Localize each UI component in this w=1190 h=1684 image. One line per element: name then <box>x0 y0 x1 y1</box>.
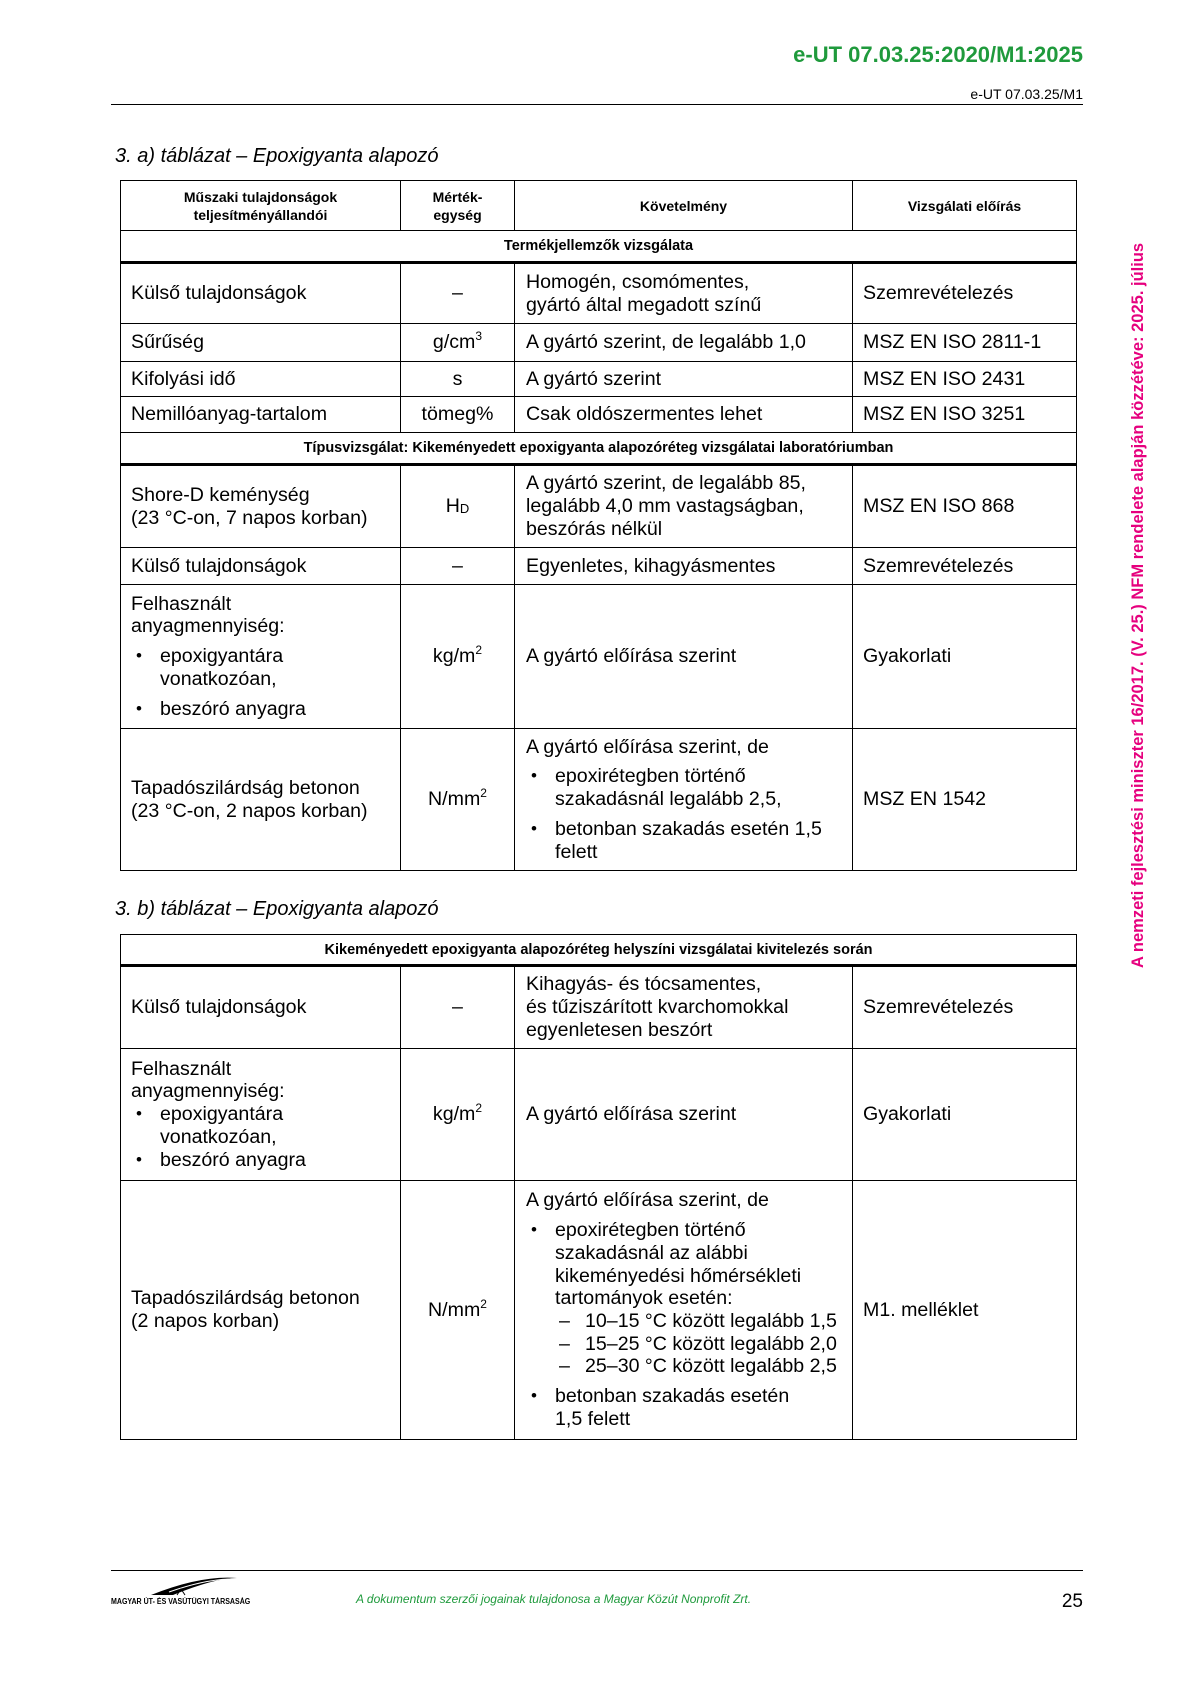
cell-test-method: MSZ EN ISO 2811-1 <box>853 324 1077 362</box>
cell-property <box>121 585 401 729</box>
cell-requirement: Homogén, csomómentes, gyártó által megadott színű <box>515 263 853 324</box>
cell-requirement <box>515 729 853 871</box>
cell-requirement: A gyártó szerint, de legalább 85, legalább 4,0 mm vastagságban, beszórás nélkül <box>515 465 853 548</box>
cell-test-method: Szemrevételezés <box>853 263 1077 324</box>
cell-test-method: Szemrevételezés <box>853 548 1077 585</box>
section-heading: Típusvizsgálat: Kikeményedett epoxigyanta alapozóréteg vizsgálatai laboratóriumban <box>121 433 1077 465</box>
cell-test-method: Gyakorlati <box>853 585 1077 729</box>
cell-property: Tapadószilárdság betonon (2 napos korban) <box>121 1181 401 1440</box>
table-a-title: 3. a) táblázat – Epoxigyanta alapozó <box>115 145 439 167</box>
header-rule <box>111 104 1083 105</box>
unit-superscript: 2 <box>480 1296 487 1311</box>
cell-unit <box>401 465 515 548</box>
bullet-item: • betonban szakadás esetén 1,5 felett <box>526 1385 849 1430</box>
bullet-item: • beszóró anyagra <box>131 1149 394 1172</box>
cell-unit: – <box>401 548 515 585</box>
unit-subscript: D <box>459 501 470 517</box>
requirement-text: A gyártó előírása szerint, de <box>526 1189 769 1212</box>
page-number: 25 <box>1061 1591 1083 1612</box>
table-3a <box>120 180 1077 871</box>
unit-base: N/mm <box>428 788 481 811</box>
bullet-item <box>526 1219 849 1378</box>
dash-item: – 25–30 °C között legalább 2,5 <box>555 1355 849 1378</box>
column-header-property: Műszaki tulajdonságok teljesítményállandói <box>121 181 401 231</box>
cell-requirement: A gyártó szerint, de legalább 1,0 <box>515 324 853 362</box>
unit-superscript: 2 <box>475 1101 483 1116</box>
cell-requirement: Csak oldószermentes lehet <box>515 397 853 433</box>
bullet-item: • betonban szakadás esetén 1,5 felett <box>526 818 849 863</box>
cell-property: Külső tulajdonságok <box>121 966 401 1049</box>
cell-unit: – <box>401 966 515 1049</box>
section-heading: Kikeményedett epoxigyanta alapozóréteg helyszíni vizsgálatai kivitelezés során <box>121 935 1077 966</box>
property-text: Felhasznált anyagmennyiség: <box>131 592 285 638</box>
bullet-item: • epoxigyantára vonatkozóan, <box>131 1103 394 1148</box>
cell-requirement <box>515 1181 853 1440</box>
organization-logo <box>111 1575 263 1609</box>
cell-test-method: MSZ EN ISO 3251 <box>853 397 1077 433</box>
cell-unit: tömeg% <box>401 397 515 433</box>
table-row <box>121 465 1077 548</box>
cell-test-method: M1. melléklet <box>853 1181 1077 1440</box>
bullet-text: • epoxirétegben történő szakadásnál az alábbi kikeményedési hőmérsékleti tartományok esetén: <box>555 1219 802 1310</box>
unit-superscript: 3 <box>475 329 483 344</box>
logo-swoosh-icon <box>111 1575 263 1597</box>
section-heading: Termékjellemzők vizsgálata <box>121 231 1077 263</box>
unit-superscript: 2 <box>480 786 487 801</box>
table-row <box>121 548 1077 585</box>
cell-requirement: Egyenletes, kihagyásmentes <box>515 548 853 585</box>
section-row <box>121 433 1077 465</box>
copyright-notice: A dokumentum szerzői jogainak tulajdonosa a Magyar Közút Nonprofit Zrt. <box>356 1592 752 1606</box>
section-row <box>121 935 1077 966</box>
table-row <box>121 324 1077 362</box>
table-row <box>121 966 1077 1049</box>
cell-test-method: MSZ EN ISO 2431 <box>853 362 1077 397</box>
cell-property: Nemillóanyag-tartalom <box>121 397 401 433</box>
table-row <box>121 585 1077 729</box>
cell-requirement: A gyártó szerint <box>515 362 853 397</box>
table-row <box>121 1181 1077 1440</box>
unit-base: H <box>445 495 460 518</box>
cell-requirement: Kihagyás- és tócsamentes, és tűziszárított kvarchomokkal egyenletesen beszórt <box>515 966 853 1049</box>
cell-unit <box>401 324 515 362</box>
column-header-requirement: Követelmény <box>515 181 853 231</box>
table-row <box>121 729 1077 871</box>
cell-unit: s <box>401 362 515 397</box>
unit-superscript: 2 <box>475 643 483 658</box>
document-code: e-UT 07.03.25:2020/M1:2025 <box>793 42 1083 67</box>
cell-test-method: Szemrevételezés <box>853 966 1077 1049</box>
unit-base: kg/m <box>432 645 476 668</box>
dash-item: – 10–15 °C között legalább 1,5 <box>555 1310 849 1333</box>
cell-property: Tapadószilárdság betonon (23 °C-on, 2 napos korban) <box>121 729 401 871</box>
cell-unit: – <box>401 263 515 324</box>
cell-test-method: MSZ EN ISO 868 <box>853 465 1077 548</box>
cell-unit <box>401 1181 515 1440</box>
table-row <box>121 397 1077 433</box>
document-short-code: e-UT 07.03.25/M1 <box>970 86 1083 102</box>
cell-test-method: MSZ EN 1542 <box>853 729 1077 871</box>
cell-property: Külső tulajdonságok <box>121 263 401 324</box>
cell-unit <box>401 1049 515 1181</box>
cell-requirement: A gyártó előírása szerint <box>515 1049 853 1181</box>
logo-text: MAGYAR ÚT- ÉS VASÚTÜGYI TÁRSASÁG <box>111 1597 251 1606</box>
cell-requirement: A gyártó előírása szerint <box>515 585 853 729</box>
section-row <box>121 231 1077 263</box>
cell-property <box>121 1049 401 1181</box>
unit-base: kg/m <box>432 1103 476 1126</box>
requirement-text: A gyártó előírása szerint, de <box>526 735 769 758</box>
column-header-test-method: Vizsgálati előírás <box>853 181 1077 231</box>
footer-rule <box>111 1570 1083 1571</box>
column-header-unit: Mérték- egység <box>401 181 515 231</box>
unit-base: N/mm <box>428 1298 481 1321</box>
table-header-row <box>121 181 1077 231</box>
cell-property: Külső tulajdonságok <box>121 548 401 585</box>
unit-base: g/cm <box>432 331 476 354</box>
property-text: Felhasznált anyagmennyiség: <box>131 1057 285 1103</box>
bullet-item: • epoxigyantára vonatkozóan, <box>131 645 394 690</box>
cell-property: Sűrűség <box>121 324 401 362</box>
cell-property: Kifolyási idő <box>121 362 401 397</box>
dash-item: – 15–25 °C között legalább 2,0 <box>555 1333 849 1356</box>
cell-test-method: Gyakorlati <box>853 1049 1077 1181</box>
cell-unit <box>401 729 515 871</box>
publication-side-note: A nemzeti fejlesztési miniszter 16/2017. (V. 25.) NFM rendelete alapján közzétéve: 2025. július <box>1129 242 1147 968</box>
cell-unit <box>401 585 515 729</box>
table-row <box>121 263 1077 324</box>
cell-property: Shore-D keménység (23 °C-on, 7 napos korban) <box>121 465 401 548</box>
table-3b <box>120 934 1077 1440</box>
table-row <box>121 1049 1077 1181</box>
table-b-title: 3. b) táblázat – Epoxigyanta alapozó <box>115 898 439 920</box>
table-row <box>121 362 1077 397</box>
bullet-item: • epoxirétegben történő szakadásnál legalább 2,5, <box>526 765 849 810</box>
bullet-item: • beszóró anyagra <box>131 698 394 721</box>
